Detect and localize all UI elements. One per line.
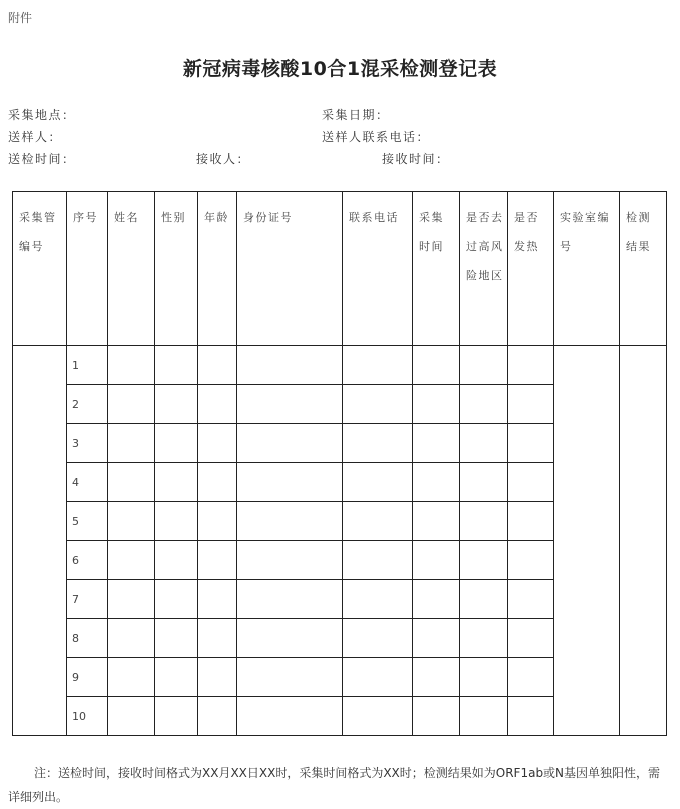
col-header-phone: 联系电话 [343, 192, 413, 346]
fever-cell[interactable] [508, 385, 554, 424]
col-header-fever: 是否发热 [508, 192, 554, 346]
gender-cell[interactable] [155, 541, 198, 580]
fever-cell[interactable] [508, 619, 554, 658]
serial-number-cell: 3 [67, 424, 108, 463]
registration-table [12, 191, 667, 736]
collection-date-label: 采集日期： [322, 108, 390, 122]
col-header-test-result: 检测结果 [620, 192, 667, 346]
name-cell[interactable] [108, 541, 155, 580]
collection-time-cell[interactable] [413, 541, 460, 580]
submit-time-label: 送检时间： [8, 152, 76, 166]
gender-cell[interactable] [155, 346, 198, 385]
id-number-cell[interactable] [237, 346, 343, 385]
collection-time-cell[interactable] [413, 385, 460, 424]
age-cell[interactable] [198, 541, 237, 580]
phone-cell[interactable] [343, 346, 413, 385]
age-cell[interactable] [198, 580, 237, 619]
id-number-cell[interactable] [237, 619, 343, 658]
footnote: 注：送检时间，接收时间格式为XX月XX日XX时，采集时间格式为XX时；检测结果如为ORF1ab或N基因单独阳性，需详细列出。 [8, 766, 661, 804]
id-number-cell[interactable] [237, 463, 343, 502]
high-risk-area-cell[interactable] [460, 502, 508, 541]
gender-cell[interactable] [155, 580, 198, 619]
gender-cell[interactable] [155, 385, 198, 424]
collection-time-cell[interactable] [413, 658, 460, 697]
name-cell[interactable] [108, 502, 155, 541]
col-header-tube-number: 采集管编号 [13, 192, 67, 346]
table-header-row [13, 192, 667, 346]
col-header-gender: 性别 [155, 192, 198, 346]
name-cell[interactable] [108, 697, 155, 736]
serial-number-cell: 8 [67, 619, 108, 658]
name-cell[interactable] [108, 346, 155, 385]
serial-number-cell: 9 [67, 658, 108, 697]
phone-cell[interactable] [343, 541, 413, 580]
tube-number-cell[interactable] [13, 346, 67, 736]
col-header-high-risk-area: 是否去过高风险地区 [460, 192, 508, 346]
gender-cell[interactable] [155, 463, 198, 502]
fever-cell[interactable] [508, 658, 554, 697]
gender-cell[interactable] [155, 619, 198, 658]
page-title: 新冠病毒核酸10合1混采检测登记表 [182, 58, 498, 80]
high-risk-area-cell[interactable] [460, 346, 508, 385]
age-cell[interactable] [198, 502, 237, 541]
collection-time-cell[interactable] [413, 346, 460, 385]
receive-time-label: 接收时间： [382, 152, 450, 166]
test-result-cell[interactable] [620, 346, 667, 736]
gender-cell[interactable] [155, 697, 198, 736]
high-risk-area-cell[interactable] [460, 424, 508, 463]
high-risk-area-cell[interactable] [460, 619, 508, 658]
collection-site-label: 采集地点： [8, 108, 76, 122]
col-header-name: 姓名 [108, 192, 155, 346]
name-cell[interactable] [108, 463, 155, 502]
fever-cell[interactable] [508, 346, 554, 385]
age-cell[interactable] [198, 424, 237, 463]
fever-cell[interactable] [508, 541, 554, 580]
serial-number-cell: 7 [67, 580, 108, 619]
id-number-cell[interactable] [237, 385, 343, 424]
high-risk-area-cell[interactable] [460, 697, 508, 736]
high-risk-area-cell[interactable] [460, 658, 508, 697]
name-cell[interactable] [108, 658, 155, 697]
serial-number-cell: 4 [67, 463, 108, 502]
name-cell[interactable] [108, 385, 155, 424]
high-risk-area-cell[interactable] [460, 385, 508, 424]
fever-cell[interactable] [508, 463, 554, 502]
id-number-cell[interactable] [237, 424, 343, 463]
phone-cell[interactable] [343, 424, 413, 463]
serial-number-cell: 5 [67, 502, 108, 541]
collection-time-cell[interactable] [413, 502, 460, 541]
phone-cell[interactable] [343, 658, 413, 697]
name-cell[interactable] [108, 424, 155, 463]
fever-cell[interactable] [508, 424, 554, 463]
receiver-label: 接收人： [196, 152, 251, 166]
name-cell[interactable] [108, 619, 155, 658]
col-header-lab-number: 实验室编号 [554, 192, 620, 346]
id-number-cell[interactable] [237, 502, 343, 541]
id-number-cell[interactable] [237, 541, 343, 580]
age-cell[interactable] [198, 385, 237, 424]
col-header-collection-time: 采集时间 [413, 192, 460, 346]
col-header-serial: 序号 [67, 192, 108, 346]
collection-time-cell[interactable] [413, 697, 460, 736]
serial-number-cell: 10 [67, 697, 108, 736]
serial-number-cell: 2 [67, 385, 108, 424]
age-cell[interactable] [198, 463, 237, 502]
serial-number-cell: 1 [67, 346, 108, 385]
phone-cell[interactable] [343, 502, 413, 541]
phone-cell[interactable] [343, 697, 413, 736]
fever-cell[interactable] [508, 580, 554, 619]
gender-cell[interactable] [155, 424, 198, 463]
id-number-cell[interactable] [237, 658, 343, 697]
high-risk-area-cell[interactable] [460, 541, 508, 580]
sender-phone-label: 送样人联系电话： [322, 130, 431, 144]
collection-time-cell[interactable] [413, 463, 460, 502]
age-cell[interactable] [198, 697, 237, 736]
phone-cell[interactable] [343, 619, 413, 658]
serial-number-cell: 6 [67, 541, 108, 580]
age-cell[interactable] [198, 346, 237, 385]
col-header-age: 年龄 [198, 192, 237, 346]
phone-cell[interactable] [343, 463, 413, 502]
gender-cell[interactable] [155, 502, 198, 541]
name-cell[interactable] [108, 580, 155, 619]
sender-label: 送样人： [8, 130, 63, 144]
phone-cell[interactable] [343, 580, 413, 619]
high-risk-area-cell[interactable] [460, 580, 508, 619]
id-number-cell[interactable] [237, 697, 343, 736]
table-row [13, 346, 667, 385]
attachment-label: 附件 [8, 11, 33, 25]
fever-cell[interactable] [508, 697, 554, 736]
col-header-id-number: 身份证号 [237, 192, 343, 346]
age-cell[interactable] [198, 658, 237, 697]
phone-cell[interactable] [343, 385, 413, 424]
lab-number-cell[interactable] [554, 346, 620, 736]
collection-time-cell[interactable] [413, 580, 460, 619]
high-risk-area-cell[interactable] [460, 463, 508, 502]
collection-time-cell[interactable] [413, 619, 460, 658]
fever-cell[interactable] [508, 502, 554, 541]
collection-time-cell[interactable] [413, 424, 460, 463]
gender-cell[interactable] [155, 658, 198, 697]
id-number-cell[interactable] [237, 580, 343, 619]
age-cell[interactable] [198, 619, 237, 658]
